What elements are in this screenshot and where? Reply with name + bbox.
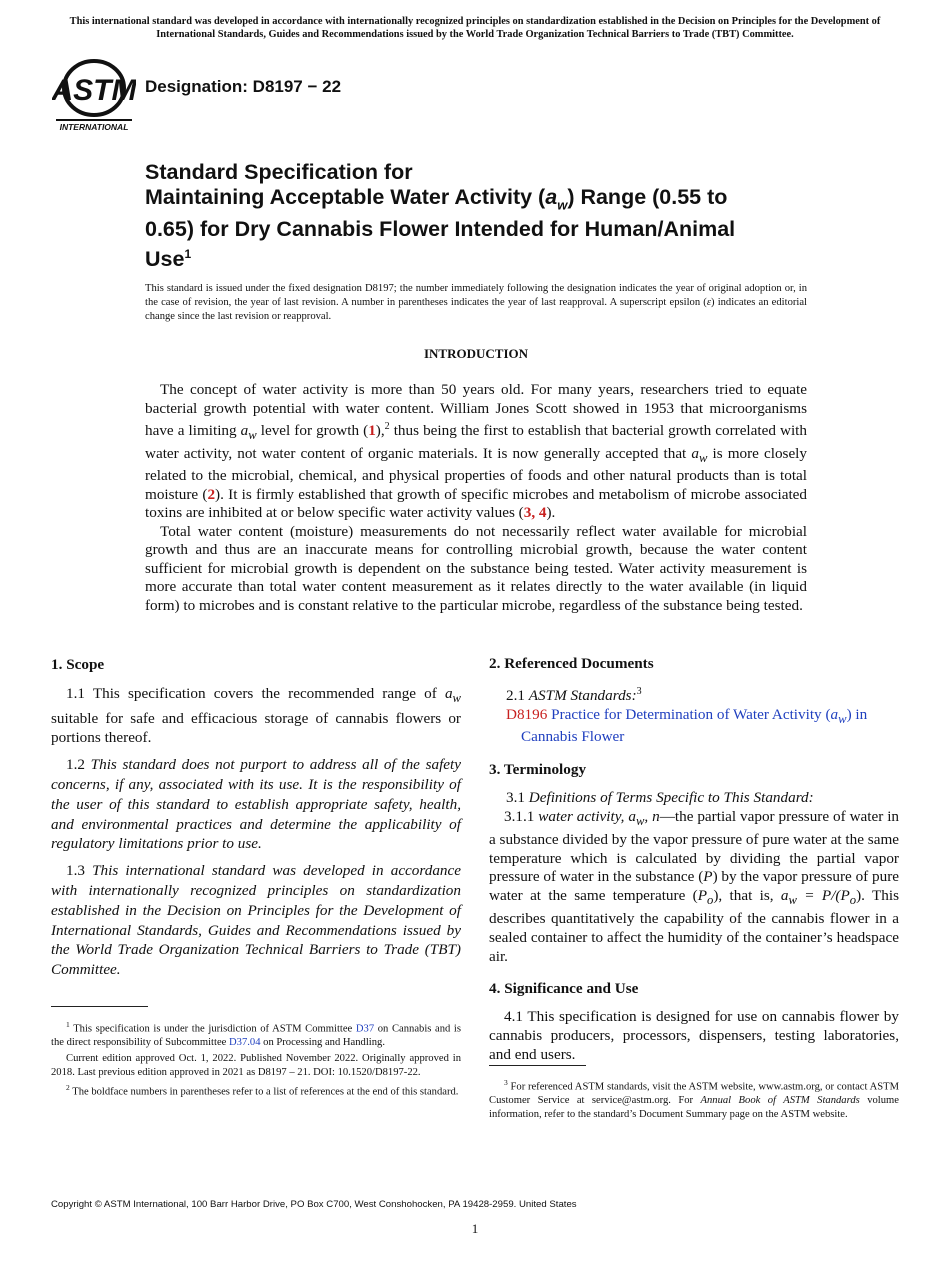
astm-logo <box>52 56 136 132</box>
footnote-1: $^1$ This specification is under the jurisdiction of ASTM Committee D37 on Cannabis and is the direct responsibility of Subcommittee D37.04 on Processing and Handling. <box>51 1020 461 1049</box>
footnote-2: $^2$ The boldface numbers in parentheses refer to a list of references at the end of this standard. <box>66 1083 459 1098</box>
title-line-1: Standard Specification for <box>145 160 413 184</box>
edition-note: Current edition approved Oct. 1, 2022. Published November 2022. Originally approved in 2018. Last previous edition approved in 2021 as D8197 – 21. DOI: 10.1520/D8197-22. <box>51 1052 461 1078</box>
scope-heading: 1. Scope <box>51 656 105 673</box>
page-number: 1 <box>471 1221 479 1236</box>
title-line-3: 0.65) for Dry Cannabis Flower Intended for Human/Animal <box>145 217 736 242</box>
significance-heading: 4. Significance and Use <box>489 980 639 998</box>
footnotes-left <box>51 1018 461 1102</box>
issue-note: This standard is issued under the fixed designation D8197; the number immediately following the designation indicates the year of original adoption or, in the case of revision, the year of last revision. A number in parentheses indicates the year of last reapproval. A superscript epsilon (ε) indicates an editorial change since the last revision or reapproval. <box>145 283 807 322</box>
svg-text:INTERNATIONAL: INTERNATIONAL <box>59 122 129 132</box>
title-line-4: Use$^1$ <box>145 246 192 271</box>
scope-1-3: 1.3 This international standard was developed in accordance with internationally recognized principles on standardization established in the Decision on Principles for the Development of International Standards, Guides and Recommendations issued by the World Trade Organization Technical Barriers to Trade (TBT) Committee. <box>51 862 462 979</box>
astm-logo-icon <box>52 56 136 132</box>
d8196-title-link[interactable]: Practice for Determination of Water Activity $(a_w)$ in Cannabis Flower <box>521 705 868 746</box>
footnote-divider-left <box>51 1006 148 1007</box>
reference-link-1[interactable]: 1 <box>368 422 376 440</box>
top-notice: This international standard was developed in accordance with internationally recognized principles on standardization established in the Decision on Principles for the Development of International Standards, Guides and Recommendations issued by the World Trade Organization Technical Barriers to Trade (TBT) Committee. <box>69 16 881 40</box>
terminology-3-1: 3.1 Definitions of Terms Specific to This Standard: <box>506 789 814 807</box>
scope-1-2: 1.2 This standard does not purport to address all of the safety concerns, if any, associated with its use. It is the responsibility of the user of this standard to establish appropriate safety, health, and environmental practices and determine the applicability of regulatory limitations prior to use. <box>51 756 462 853</box>
terminology-heading: 3. Terminology <box>489 761 587 779</box>
footnote-divider-right <box>489 1065 586 1066</box>
referenced-documents-heading: 2. Referenced Documents <box>489 655 654 672</box>
intro-paragraph-2: Total water content (moisture) measurements do not necessarily reflect water available for microbial growth and thus are an inaccurate means for controlling microbial growth, because the water content sufficient for microbial growth is dependent on the substance being tested. Water activity measurement is more accurate than total water content measurement as it relates directly to the water available (in liquid form) to microbes and is constant relative to the particular microbe, regardless of the substance being tested. <box>145 522 807 614</box>
reference-link-3-4[interactable]: 3, 4 <box>523 504 547 522</box>
introduction-body <box>145 381 807 615</box>
significance-4-1: 4.1 This specification is designed for use on cannabis flower by cannabis producers, processors, dispensers, testing laboratories, and end users. <box>489 1008 899 1063</box>
title-line-2: Maintaining Acceptable Water Activity $(a_w)$ Range (0.55 to <box>145 184 728 212</box>
astm-standards-line: 2.1 ASTM Standards:$^3$ <box>506 685 642 704</box>
designation: Designation: D8197 − 22 <box>145 77 342 96</box>
d8196-reference <box>489 706 899 748</box>
document-title <box>145 160 845 271</box>
scope-1-1: 1.1 This specification covers the recommended range of $a_w$ suitable for safe and efficacious storage of cannabis flowers or portions thereof. <box>51 684 461 747</box>
committee-d37-link[interactable]: D37 <box>355 1023 375 1035</box>
footnotes-right <box>489 1076 899 1124</box>
copyright-footer: Copyright © ASTM International, 100 Barr Harbor Drive, PO Box C700, West Conshohocken, PA 19428-2959. United States <box>51 1199 577 1210</box>
terminology-3-1-1: 3.1.1 water activity, $a_w$, n—the partial vapor pressure of water in a substance divided by the vapor pressure of pure water at the same temperature which is calculated by dividing the partial vapor pressure of water in the substance (P) by the vapor pressure of pure water at the same temperature $(P_o)$, that is, $a_w = P/(P_o)$. This describes quantitatively the capability of the cannabis flower in a sealed container to affect the humidity of the container’s headspace air. <box>489 807 900 965</box>
subcommittee-d37-04-link[interactable]: D37.04 <box>229 1037 261 1049</box>
introduction-heading: INTRODUCTION <box>423 346 528 361</box>
d8196-code-link[interactable]: D8196 <box>506 705 548 723</box>
right-column <box>489 655 899 1072</box>
svg-text:ASTM: ASTM <box>52 74 136 107</box>
footnote-3: $^3$ For referenced ASTM standards, visit the ASTM website, www.astm.org, or contact ASTM Customer Service at service@astm.org. For Annual Book of ASTM Standards volume information, refer to the standard’s Document Summary page on the ASTM website. <box>489 1078 900 1120</box>
reference-link-2[interactable]: 2 <box>207 485 216 503</box>
intro-paragraph-1: The concept of water activity is more than 50 years old. For many years, researchers tried to equate bacterial growth potential with water content. William Jones Scott showed in 1953 that microorganisms have a limiting $a_w$ level for growth (1),$^2$ thus being the first to establish that bacterial growth correlated with water activity, not water content of organic materials. It is now generally accepted that $a_w$ is more closely related to the microbial, chemical, and physical properties of foods and other natural products than is total moisture (2). It is firmly established that growth of specific microbes and metabolism of microbe associated toxins are inhibited at or below specific water activity values (3, 4). <box>145 381 807 522</box>
left-column <box>51 655 461 987</box>
